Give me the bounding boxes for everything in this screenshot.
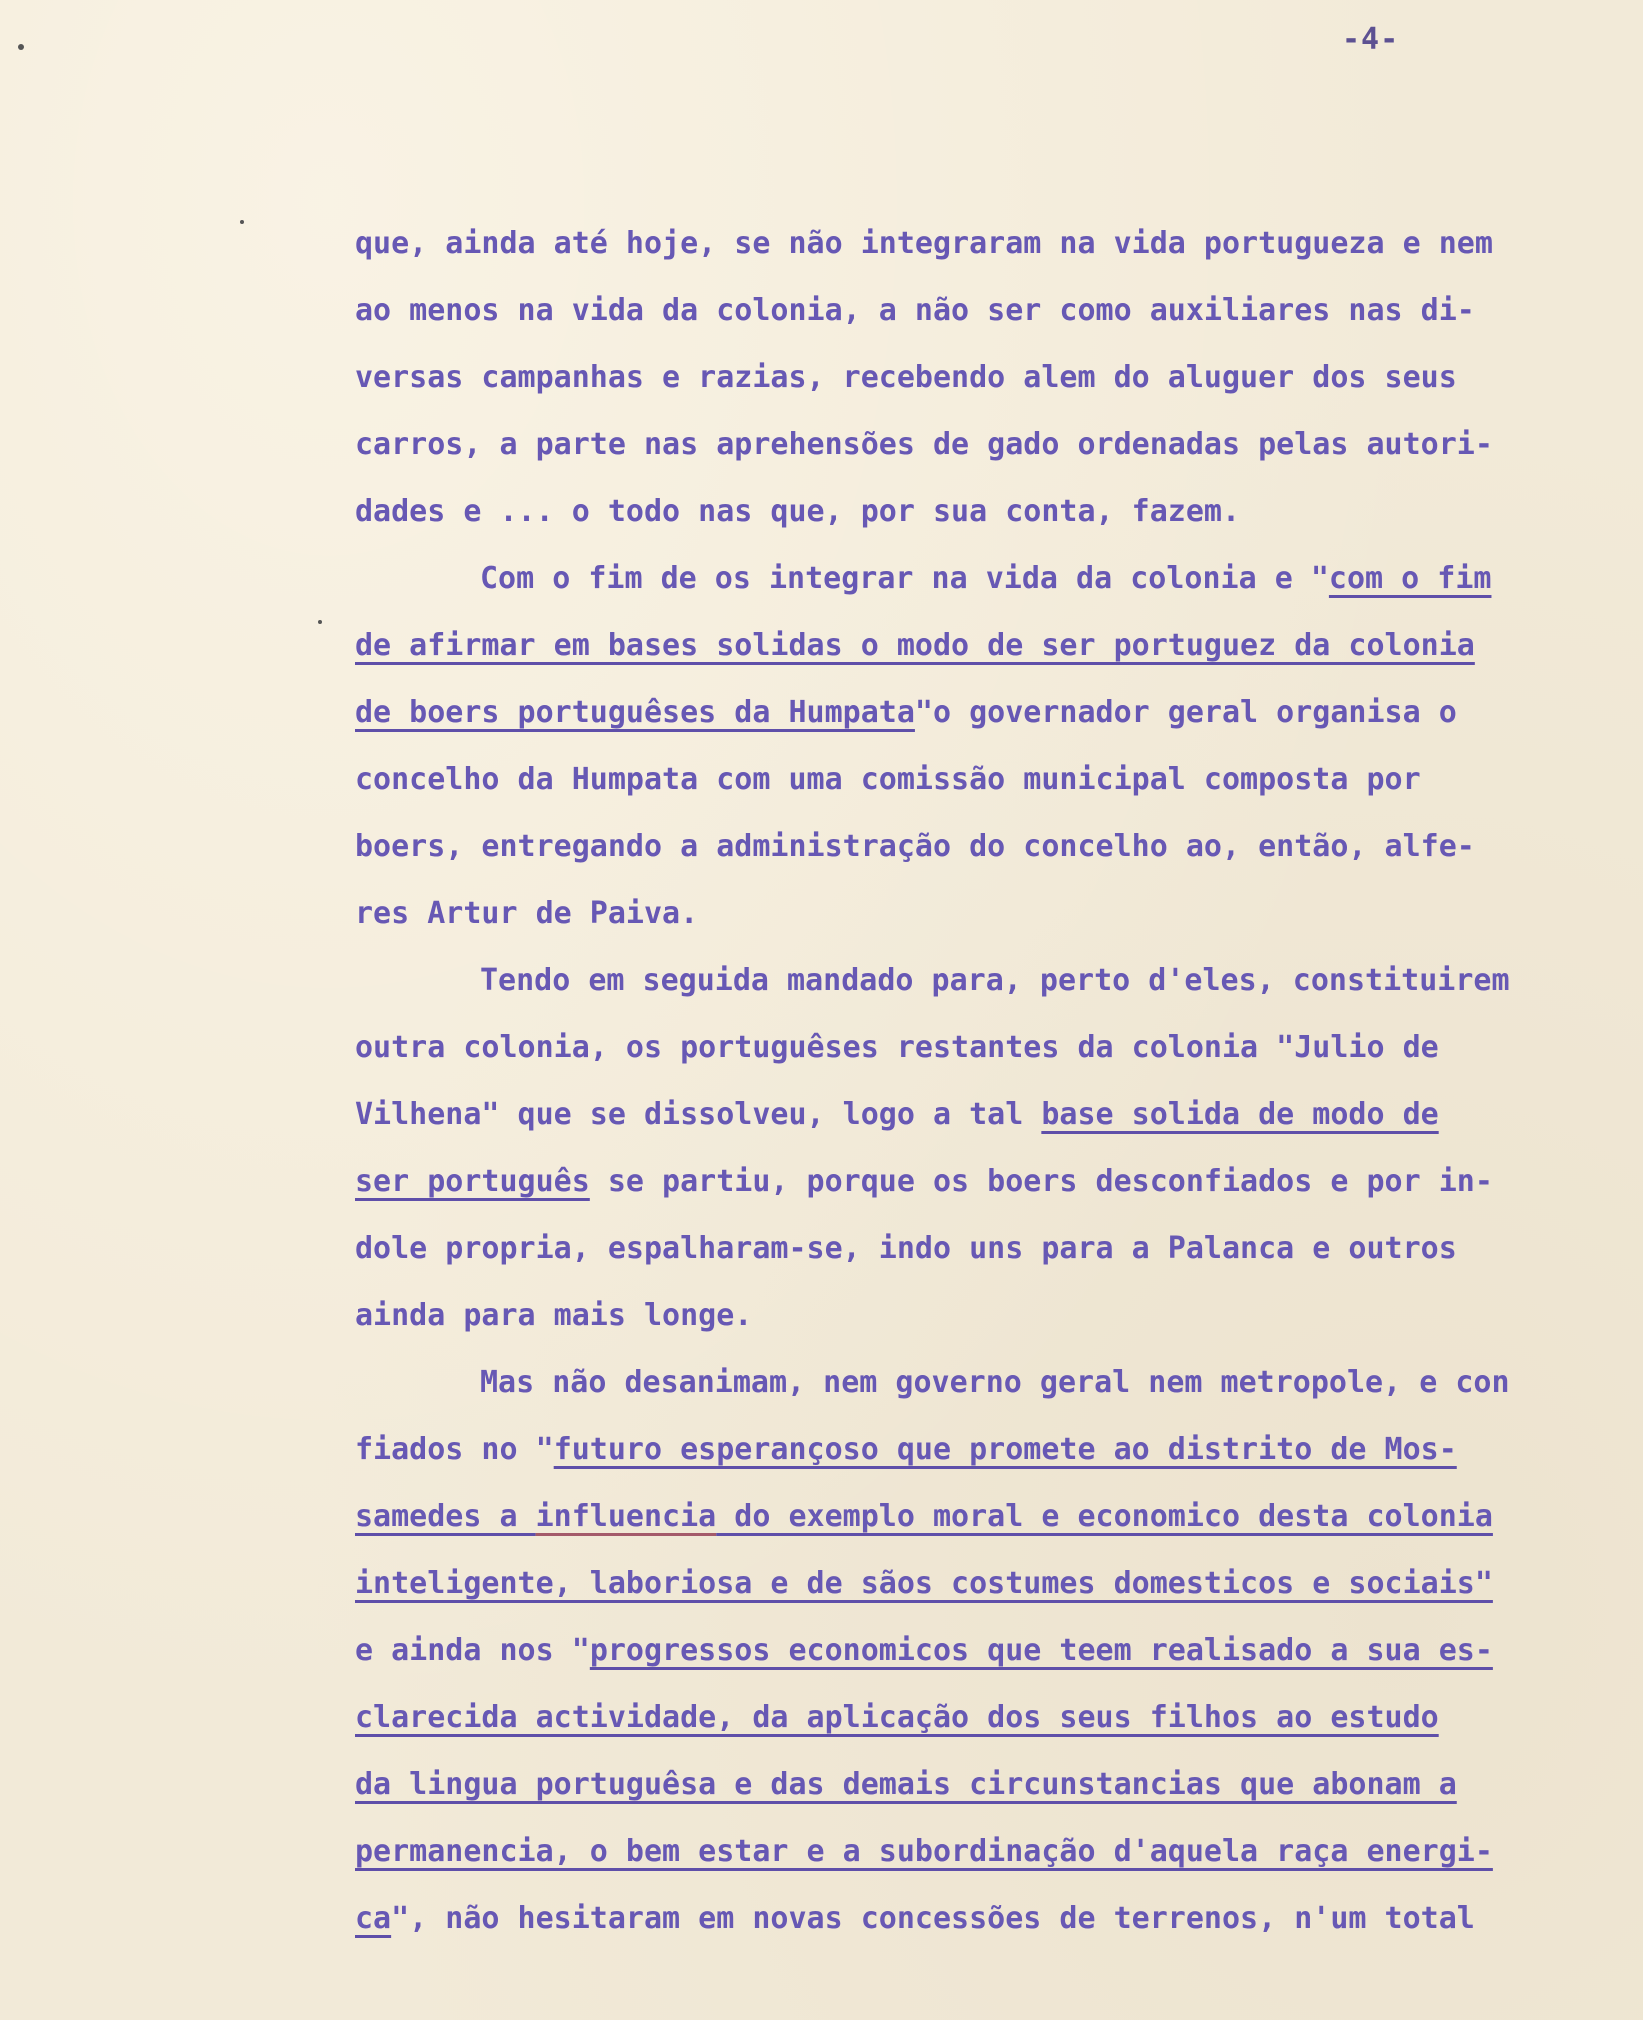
- underlined-quote: de boers portuguêses da Humpata: [355, 695, 915, 730]
- text-line: [355, 679, 1625, 746]
- text-line: dole propria, espalharam-se, indo uns para a Palanca e outros: [355, 1231, 1457, 1266]
- underlined-quote: progressos economicos que teem realisado a sua es-: [589, 1633, 1493, 1668]
- text-line: boers, entregando a administração do concelho ao, então, alfe-: [355, 829, 1475, 864]
- text-line: res Artur de Paiva.: [355, 896, 699, 931]
- underlined-quote: futuro esperançoso que promete ao distrito de Mos-: [553, 1432, 1457, 1467]
- text-span: "o governador geral organisa o: [914, 695, 1457, 730]
- paper-speck: [18, 44, 24, 50]
- paragraph-start-line: [355, 545, 1625, 612]
- underlined-quote: samedes a: [355, 1499, 536, 1534]
- underlined-phrase: base solida de modo de: [1041, 1097, 1439, 1132]
- underlined-quote-line: clarecida actividade, da aplicação dos seus filhos ao estudo: [355, 1700, 1439, 1735]
- page-number: -4-: [1342, 22, 1400, 57]
- text-line: [355, 1081, 1625, 1148]
- text-span: fiados no ": [355, 1432, 554, 1467]
- paper-speck: [318, 620, 322, 624]
- paragraph-start-line: Mas não desanimam, nem governo geral nem metropole, e con: [480, 1365, 1510, 1400]
- underlined-quote-line: da lingua portuguêsa e das demais circunstancias que abonam a: [355, 1767, 1457, 1802]
- text-line: [355, 1148, 1625, 1215]
- text-line: que, ainda até hoje, se não integraram na vida portugueza e nem: [355, 226, 1493, 261]
- text-line: ao menos na vida da colonia, a não ser como auxiliares nas di-: [355, 293, 1475, 328]
- paper-speck: [240, 220, 244, 224]
- text-line: [355, 1483, 1625, 1550]
- paragraph-start-line: Tendo em seguida mandado para, perto d'eles, constituirem: [480, 963, 1510, 998]
- text-line: ainda para mais longe.: [355, 1298, 753, 1333]
- underlined-quote: do exemplo moral e economico desta colonia: [716, 1499, 1493, 1534]
- text-line: outra colonia, os portuguêses restantes da colonia "Julio de: [355, 1030, 1439, 1065]
- text-line: dades e ... o todo nas que, por sua conta, fazem.: [355, 494, 1241, 529]
- underlined-phrase: ser português: [355, 1164, 590, 1199]
- underlined-quote: ca: [355, 1901, 392, 1936]
- underlined-quote-line: permanencia, o bem estar e a subordinação d'aquela raça energi-: [355, 1834, 1493, 1869]
- typewritten-text-body: [355, 210, 1625, 1952]
- text-span: se partiu, porque os boers desconfiados e por in-: [589, 1164, 1493, 1199]
- text-line: [355, 1416, 1625, 1483]
- red-underlined-word: influencia: [535, 1499, 717, 1534]
- text-span: e ainda nos ": [355, 1633, 590, 1668]
- text-line: versas campanhas e razias, recebendo alem do aluguer dos seus: [355, 360, 1457, 395]
- underlined-quote: com o fim: [1328, 561, 1492, 596]
- text-line: carros, a parte nas aprehensões de gado ordenadas pelas autori-: [355, 427, 1493, 462]
- text-span: Com o fim de os integrar na vida da colonia e ": [480, 561, 1329, 596]
- underlined-quote-line: inteligente, laboriosa e de sãos costumes domesticos e sociais": [355, 1566, 1493, 1601]
- text-span: ", não hesitaram em novas concessões de terrenos, n'um total: [391, 1901, 1475, 1936]
- text-line: [355, 1617, 1625, 1684]
- underlined-quote-line: de afirmar em bases solidas o modo de ser portuguez da colonia: [355, 628, 1475, 663]
- text-span: Vilhena" que se dissolveu, logo a tal: [355, 1097, 1042, 1132]
- text-line: [355, 1885, 1625, 1952]
- text-line: concelho da Humpata com uma comissão municipal composta por: [355, 762, 1421, 797]
